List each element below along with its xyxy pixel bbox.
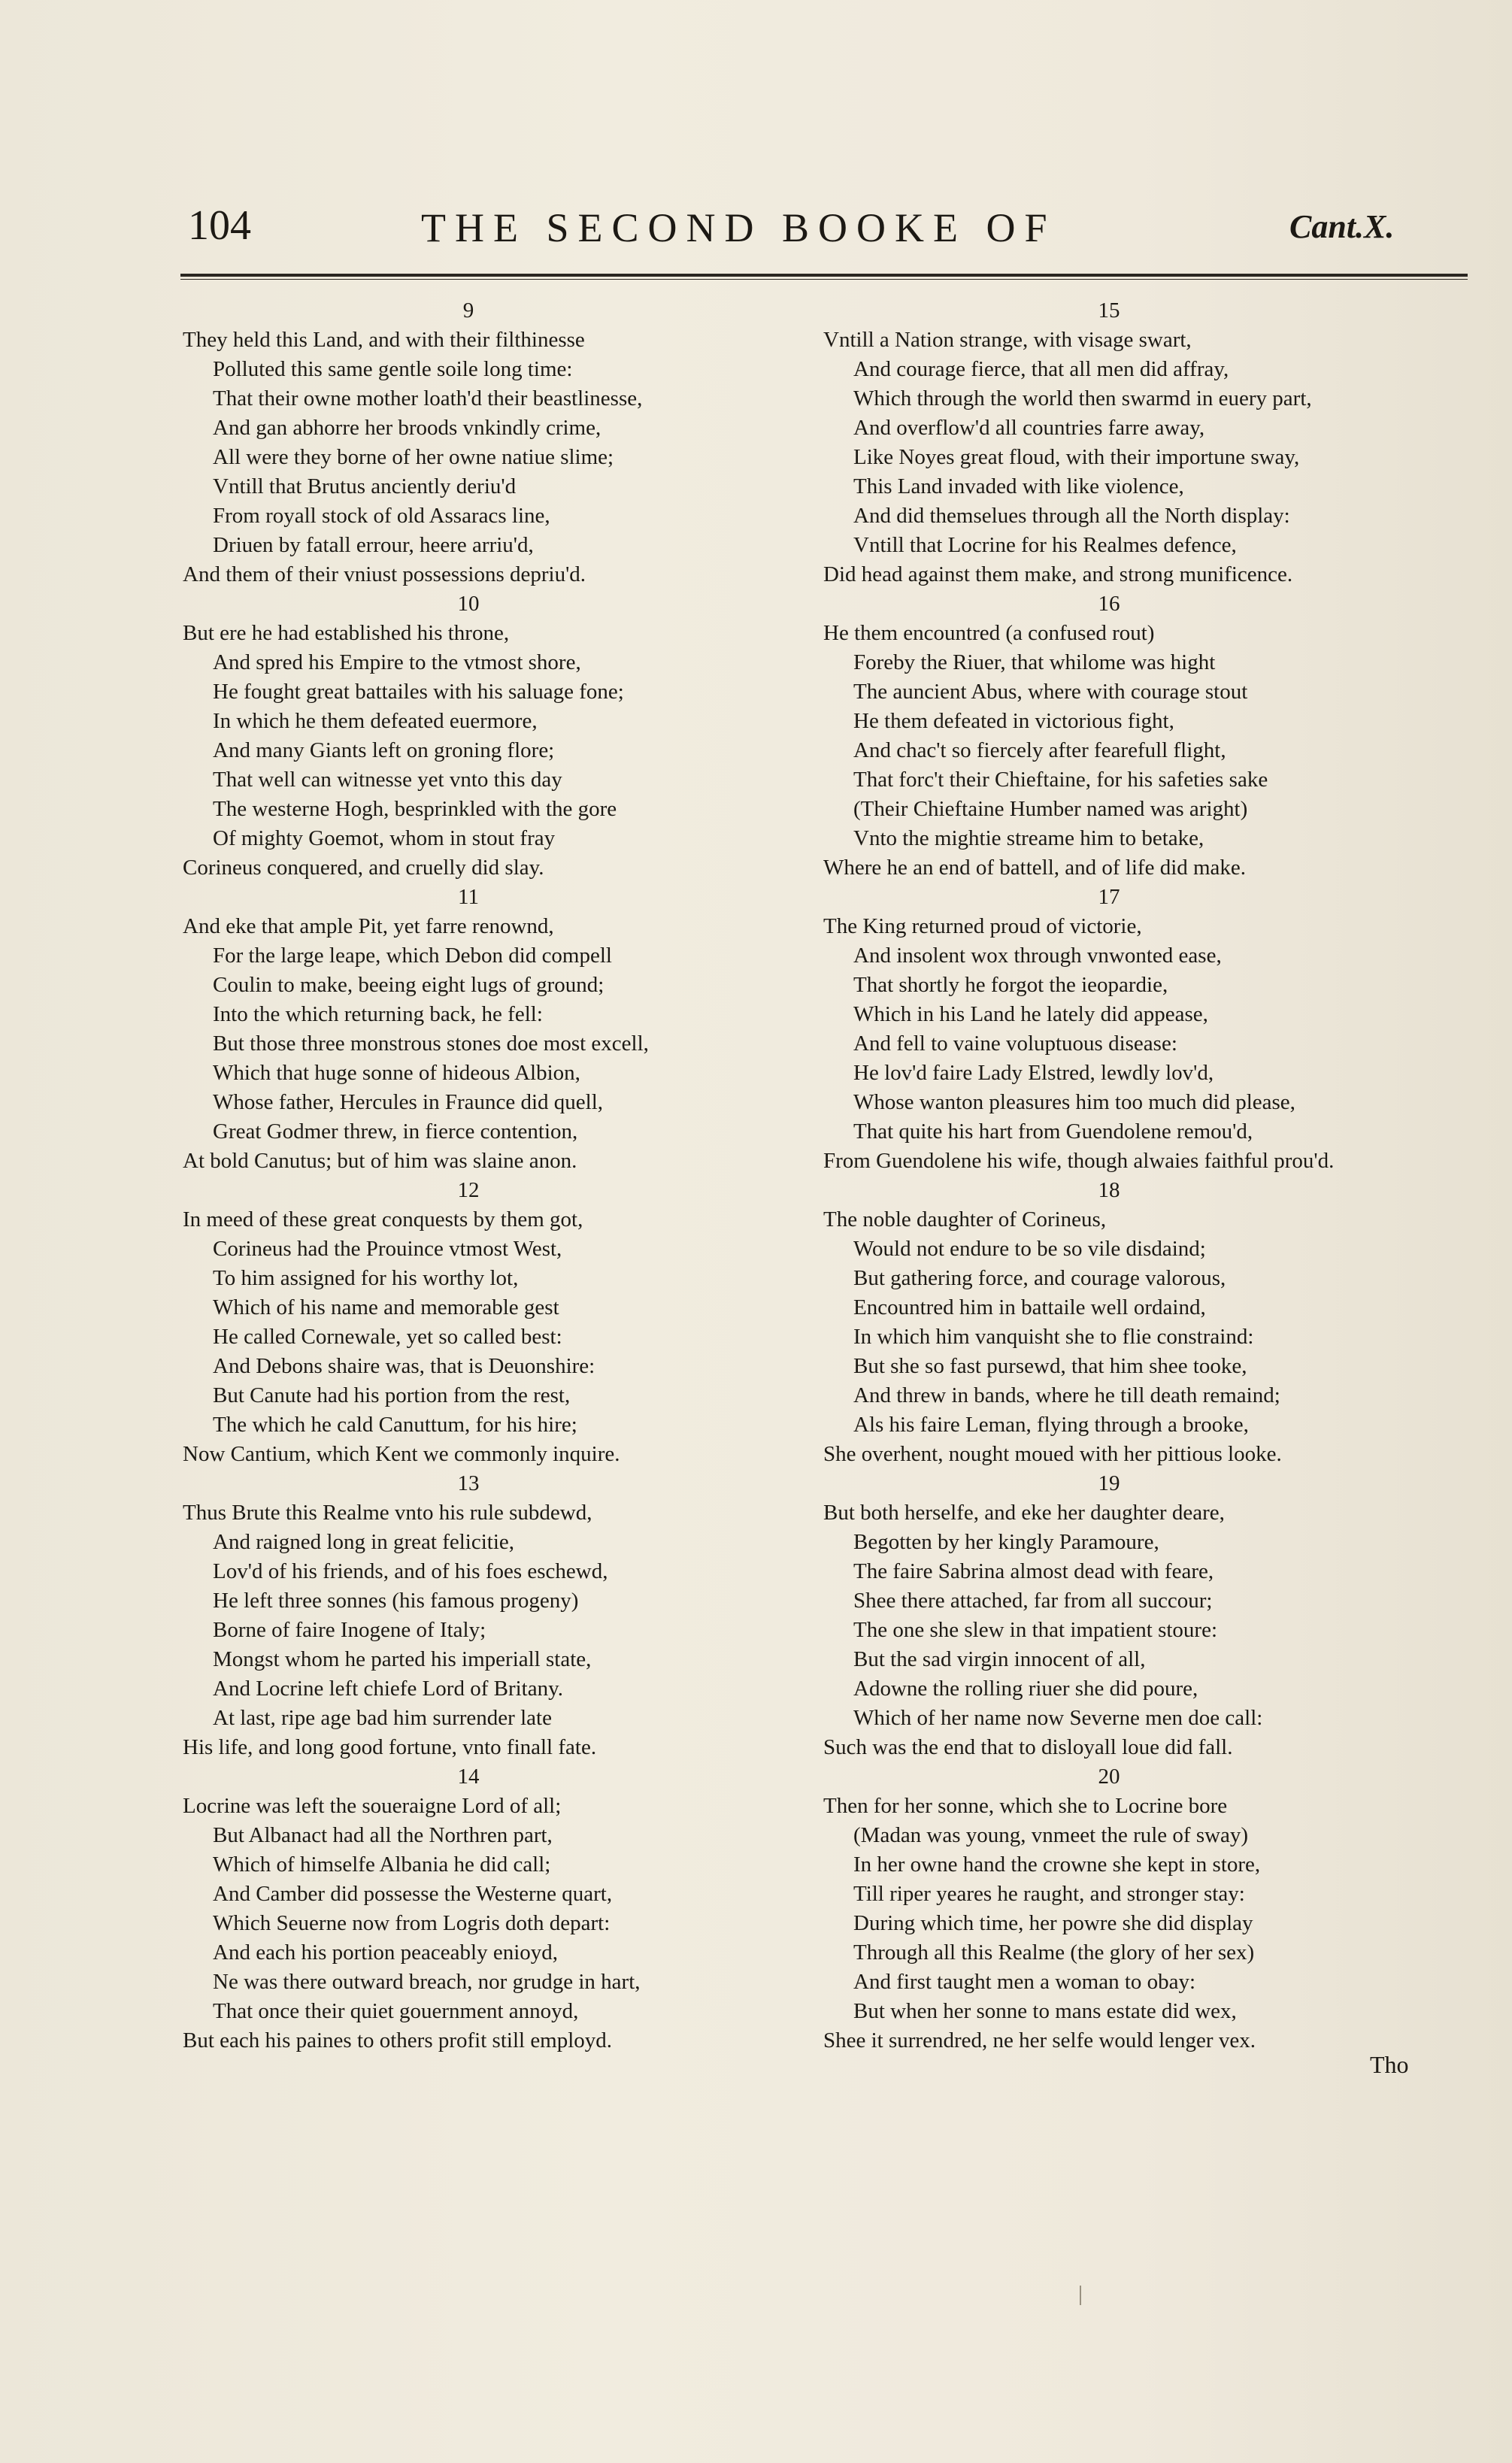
verse-line: And Camber did possesse the Westerne quart, xyxy=(213,1882,613,1906)
verse-line: Corineus conquered, and cruelly did slay. xyxy=(183,856,544,880)
stanza xyxy=(823,883,1395,1176)
stanza-number: 9 xyxy=(462,298,474,323)
stanza-number: 20 xyxy=(1098,1765,1120,1789)
stanza xyxy=(823,296,1395,589)
verse-line: Vntill that Brutus anciently deriu'd xyxy=(213,474,517,498)
verse-line: She overhent, nought moued with her pittious looke. xyxy=(823,1442,1282,1466)
verse-line: But when her sonne to mans estate did wex, xyxy=(853,1999,1237,2023)
verse-line: Driuen by fatall errour, heere arriu'd, xyxy=(213,533,534,557)
verse-line: Shee there attached, far from all succour; xyxy=(853,1589,1213,1613)
right-column xyxy=(823,296,1395,2056)
verse-line: Which Seuerne now from Logris doth depart: xyxy=(213,1911,611,1935)
verse-line: Encountred him in battaile well ordaind, xyxy=(853,1295,1206,1319)
page-mark xyxy=(1080,2286,1081,2305)
verse-line: Whose wanton pleasures him too much did please, xyxy=(853,1090,1295,1114)
verse-line: (Madan was young, vnmeet the rule of sway) xyxy=(853,1823,1249,1847)
verse-line: That forc't their Chieftaine, for his safeties sake xyxy=(853,768,1268,792)
verse-line: In her owne hand the crowne she kept in store, xyxy=(853,1853,1261,1877)
verse-line: During which time, her powre she did display xyxy=(853,1911,1253,1935)
verse-line: And each his portion peaceably enioyd, xyxy=(213,1940,559,1965)
verse-line: And gan abhorre her broods vnkindly crime, xyxy=(213,416,601,440)
stanza xyxy=(183,589,754,883)
stanza-number: 10 xyxy=(457,592,480,616)
verse-line: Vntill that Locrine for his Realmes defence, xyxy=(853,533,1237,557)
stanza-number: 14 xyxy=(457,1765,480,1789)
verse-line: And fell to vaine voluptuous disease: xyxy=(853,1032,1177,1056)
verse-line: That once their quiet gouernment annoyd, xyxy=(213,1999,579,2023)
verse-line: In meed of these great conquests by them got, xyxy=(183,1207,583,1232)
verse-line: Which through the world then swarmd in euery part, xyxy=(853,386,1312,410)
stanza-number: 11 xyxy=(458,885,479,909)
verse-line: He called Cornewale, yet so called best: xyxy=(213,1325,562,1349)
verse-line: Vnto the mightie streame him to betake, xyxy=(853,826,1204,850)
stanza xyxy=(183,1469,754,1762)
verse-line: Into the which returning back, he fell: xyxy=(213,1002,543,1026)
verse-line: But each his paines to others profit still employd. xyxy=(183,2028,613,2052)
verse-line: Would not endure to be so vile disdaind; xyxy=(853,1237,1206,1261)
stanza xyxy=(183,883,754,1176)
stanza xyxy=(183,296,754,589)
left-column xyxy=(183,296,754,2056)
verse-line: The one she slew in that impatient stoure: xyxy=(853,1618,1218,1642)
verse-line: That shortly he forgot the ieopardie, xyxy=(853,973,1168,997)
verse-line: But Albanact had all the Northren part, xyxy=(213,1823,553,1847)
verse-line: All were they borne of her owne natiue slime; xyxy=(213,445,614,469)
stanza xyxy=(823,1469,1395,1762)
verse-line: The King returned proud of victorie, xyxy=(823,914,1142,938)
stanza xyxy=(183,1762,754,2056)
verse-line: Now Cantium, which Kent we commonly inquire. xyxy=(183,1442,620,1466)
stanza-number: 15 xyxy=(1098,298,1120,323)
verse-line: And chac't so fiercely after fearefull flight, xyxy=(853,738,1226,762)
verse-line: Mongst whom he parted his imperiall state, xyxy=(213,1647,592,1671)
verse-line: This Land invaded with like violence, xyxy=(853,474,1184,498)
verse-line: And courage fierce, that all men did affray, xyxy=(853,357,1229,381)
verse-line: In which him vanquisht she to flie constraind: xyxy=(853,1325,1254,1349)
stanza-number: 12 xyxy=(457,1178,480,1202)
stanza xyxy=(823,1176,1395,1469)
stanza xyxy=(183,1176,754,1469)
verse-line: And Locrine left chiefe Lord of Britany. xyxy=(213,1677,563,1701)
verse-line: Till riper yeares he raught, and stronger stay: xyxy=(853,1882,1245,1906)
running-title: THE SECOND BOOKE OF xyxy=(421,205,1056,250)
stanza-number: 18 xyxy=(1098,1178,1120,1202)
verse-line: (Their Chieftaine Humber named was aright) xyxy=(853,797,1248,821)
verse-line: Polluted this same gentle soile long time: xyxy=(213,357,573,381)
verse-line: Begotten by her kingly Paramoure, xyxy=(853,1530,1159,1554)
verse-line: And overflow'd all countries farre away, xyxy=(853,416,1205,440)
verse-line: At last, ripe age bad him surrender late xyxy=(213,1706,552,1730)
stanza xyxy=(823,1762,1395,2056)
verse-line: And threw in bands, where he till death remaind; xyxy=(853,1383,1280,1407)
verse-line: Which of her name now Severne men doe call: xyxy=(853,1706,1263,1730)
stanza xyxy=(823,589,1395,883)
verse-line: He lov'd faire Lady Elstred, lewdly lov'd, xyxy=(853,1061,1214,1085)
verse-line: Shee it surrendred, ne her selfe would lenger vex. xyxy=(823,2028,1256,2052)
stanza-number: 19 xyxy=(1098,1471,1120,1495)
verse-line: Where he an end of battell, and of life did make. xyxy=(823,856,1247,880)
stanza-number: 13 xyxy=(457,1471,480,1495)
verse-line: Whose father, Hercules in Fraunce did quell, xyxy=(213,1090,604,1114)
verse-line: The noble daughter of Corineus, xyxy=(823,1207,1107,1232)
verse-line: Great Godmer threw, in fierce contention, xyxy=(213,1119,578,1144)
verse-line: In which he them defeated euermore, xyxy=(213,709,538,733)
verse-line: And Debons shaire was, that is Deuonshire: xyxy=(213,1354,595,1378)
verse-line: He them encountred (a confused rout) xyxy=(823,621,1155,645)
verse-line: But gathering force, and courage valorous, xyxy=(853,1266,1226,1290)
verse-line: And eke that ample Pit, yet farre renownd, xyxy=(183,914,554,938)
verse-line: From Guendolene his wife, though alwaies faithful prou'd. xyxy=(823,1149,1335,1173)
verse-line: Did head against them make, and strong munificence. xyxy=(823,562,1293,586)
verse-line: The westerne Hogh, besprinkled with the gore xyxy=(213,797,617,821)
verse-line: And did themselues through all the North display: xyxy=(853,504,1290,528)
verse-line: Of mighty Goemot, whom in stout fray xyxy=(213,826,556,850)
verse-line: Locrine was left the soueraigne Lord of all; xyxy=(183,1794,562,1818)
verse-line: He fought great battailes with his saluage fone; xyxy=(213,680,624,704)
verse-line: Corineus had the Prouince vtmost West, xyxy=(213,1237,562,1261)
header-rule xyxy=(180,274,1468,277)
verse-line: Adowne the rolling riuer she did poure, xyxy=(853,1677,1198,1701)
verse-line: But the sad virgin innocent of all, xyxy=(853,1647,1146,1671)
verse-line: But both herselfe, and eke her daughter deare, xyxy=(823,1501,1225,1525)
verse-line: That well can witnesse yet vnto this day xyxy=(213,768,562,792)
verse-line: His life, and long good fortune, vnto finall fate. xyxy=(183,1735,597,1759)
verse-line: Borne of faire Inogene of Italy; xyxy=(213,1618,486,1642)
verse-line: That quite his hart from Guendolene remou'd, xyxy=(853,1119,1253,1144)
verse-line: Such was the end that to disloyall loue did fall. xyxy=(823,1735,1233,1759)
verse-line: And many Giants left on groning flore; xyxy=(213,738,555,762)
verse-line: Which of his name and memorable gest xyxy=(213,1295,559,1319)
catchword: Tho xyxy=(1370,2051,1409,2078)
verse-line: But those three monstrous stones doe most excell, xyxy=(213,1032,649,1056)
verse-line: For the large leape, which Debon did compell xyxy=(213,944,612,968)
verse-line: But Canute had his portion from the rest, xyxy=(213,1383,571,1407)
verse-line: Lov'd of his friends, and of his foes eschewd, xyxy=(213,1559,608,1583)
verse-line: And raigned long in great felicitie, xyxy=(213,1530,515,1554)
verse-line: The which he cald Canuttum, for his hire; xyxy=(213,1413,577,1437)
header-rule-thin xyxy=(180,279,1468,280)
verse-line: To him assigned for his worthy lot, xyxy=(213,1266,519,1290)
verse-line: But she so fast pursewd, that him shee tooke, xyxy=(853,1354,1247,1378)
verse-line: Then for her sonne, which she to Locrine bore xyxy=(823,1794,1228,1818)
verse-line: Which of himselfe Albania he did call; xyxy=(213,1853,551,1877)
verse-line: Which in his Land he lately did appease, xyxy=(853,1002,1208,1026)
verse-line: Thus Brute this Realme vnto his rule subdewd, xyxy=(183,1501,592,1525)
verse-line: Which that huge sonne of hideous Albion, xyxy=(213,1061,580,1085)
verse-line: Coulin to make, beeing eight lugs of ground; xyxy=(213,973,604,997)
verse-line: He left three sonnes (his famous progeny) xyxy=(213,1589,579,1613)
stanza-number: 16 xyxy=(1098,592,1120,616)
verse-line: The faire Sabrina almost dead with feare, xyxy=(853,1559,1214,1583)
verse-line: Like Noyes great floud, with their importune sway, xyxy=(853,445,1300,469)
page-number: 104 xyxy=(188,202,251,249)
verse-line: And them of their vniust possessions depriu'd. xyxy=(183,562,586,586)
verse-line: Foreby the Riuer, that whilome was hight xyxy=(853,650,1216,674)
verse-line: Vntill a Nation strange, with visage swart, xyxy=(823,328,1192,352)
verse-line: That their owne mother loath'd their beastlinesse, xyxy=(213,386,643,410)
verse-line: And insolent wox through vnwonted ease, xyxy=(853,944,1222,968)
verse-line: From royall stock of old Assaracs line, xyxy=(213,504,550,528)
verse-line: And first taught men a woman to obay: xyxy=(853,1970,1196,1994)
verse-line: The auncient Abus, where with courage stout xyxy=(853,680,1248,704)
verse-line: He them defeated in victorious fight, xyxy=(853,709,1174,733)
verse-line: At bold Canutus; but of him was slaine anon. xyxy=(183,1149,577,1173)
canto-label: Cant.X. xyxy=(1289,208,1395,245)
verse-line: Als his faire Leman, flying through a brooke, xyxy=(853,1413,1249,1437)
stanza-number: 17 xyxy=(1098,885,1120,909)
verse-line: They held this Land, and with their filthinesse xyxy=(183,328,585,352)
verse-line: Through all this Realme (the glory of her sex) xyxy=(853,1940,1255,1965)
verse-line: But ere he had established his throne, xyxy=(183,621,510,645)
verse-line: Ne was there outward breach, nor grudge in hart, xyxy=(213,1970,641,1994)
verse-line: And spred his Empire to the vtmost shore, xyxy=(213,650,581,674)
